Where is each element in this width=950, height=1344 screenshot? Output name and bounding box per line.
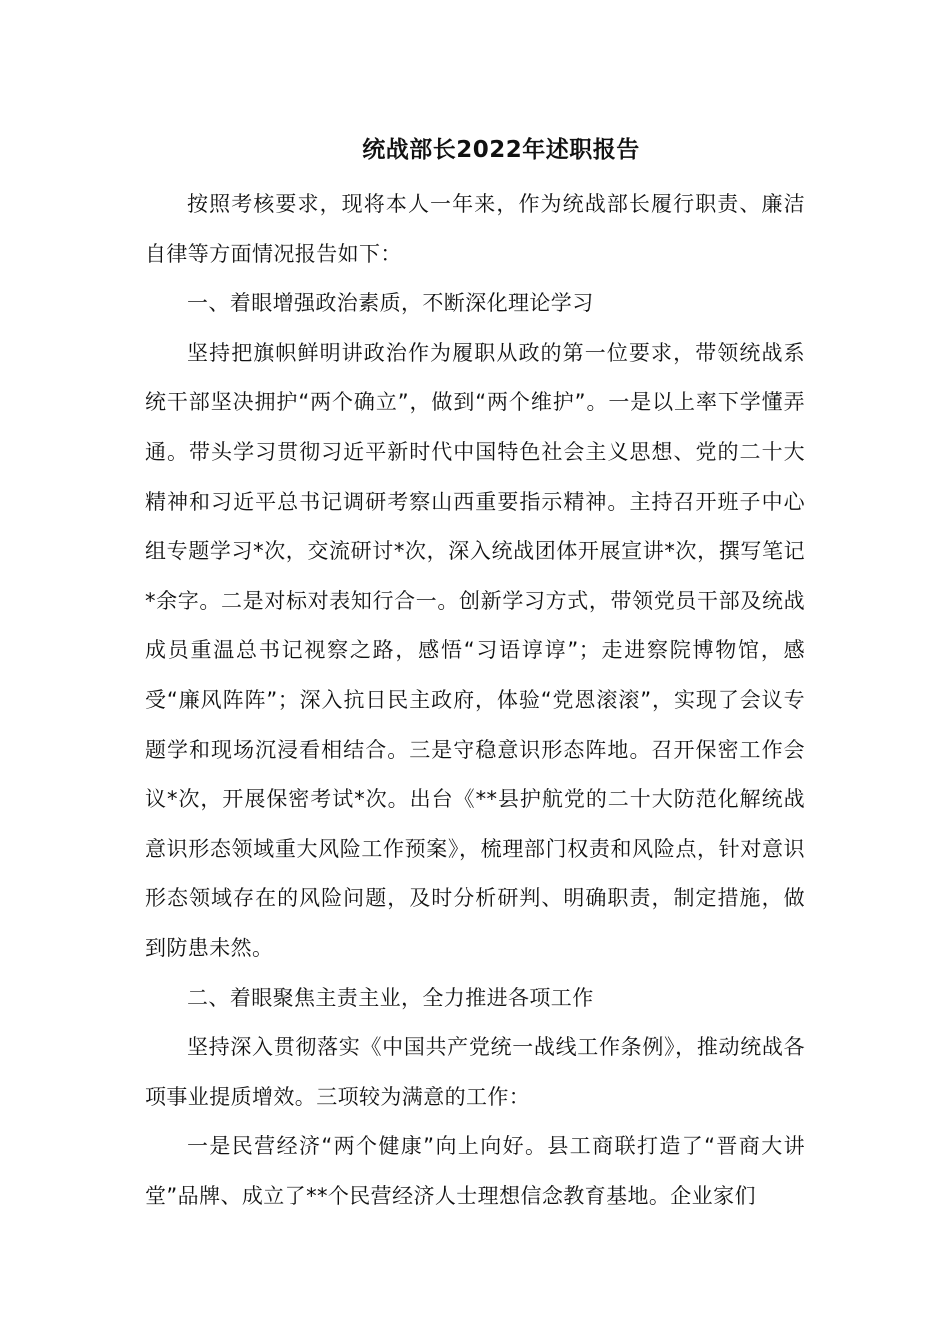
section-heading-1: 一、着眼增强政治素质，不断深化理论学习 <box>187 291 594 316</box>
section-2-item-1-paragraph: 一是民营经济“两个健康”向上向好。县工商联打造了“晋商大讲堂”品牌、成立了**个民营经济人士理想信念教育基地。企业家们 <box>145 1134 805 1208</box>
document-body <box>145 180 805 1221</box>
document-title: 统战部长2022年述职报告 <box>362 137 640 163</box>
section-heading-2: 二、着眼聚焦主责主业，全力推进各项工作 <box>187 985 594 1010</box>
section-1-paragraph: 坚持把旗帜鲜明讲政治作为履职从政的第一位要求，带领统战系统干部坚决拥护“两个确立”，做到“两个维护”。一是以上率下学懂弄通。带头学习贯彻习近平新时代中国特色社会主义思想、党的二十大精神和习近平总书记调研考察山西重要指示精神。主持召开班子中心组专题学习*次，交流研讨*次，深入统战团体开展宣讲*次，撰写笔记*余字。二是对标对表知行合一。创新学习方式，带领党员干部及统战成员重温总书记视察之路，感悟“习语谆谆”；走进察院博物馆，感受“廉风阵阵”；深入抗日民主政府，体验“党恩滚滚”，实现了会议专题学和现场沉浸看相结合。三是守稳意识形态阵地。召开保密工作会议*次，开展保密考试*次。出台《**县护航党的二十大防范化解统战意识形态领域重大风险工作预案》，梳理部门权责和风险点，针对意识形态领域存在的风险问题，及时分析研判、明确职责，制定措施，做到防患未然。 <box>145 340 805 960</box>
intro-paragraph: 按照考核要求，现将本人一年来，作为统战部长履行职责、廉洁自律等方面情况报告如下： <box>145 192 805 266</box>
section-2-paragraph: 坚持深入贯彻落实《中国共产党统一战线工作条例》，推动统战各项事业提质增效。三项较为满意的工作： <box>145 1035 805 1109</box>
